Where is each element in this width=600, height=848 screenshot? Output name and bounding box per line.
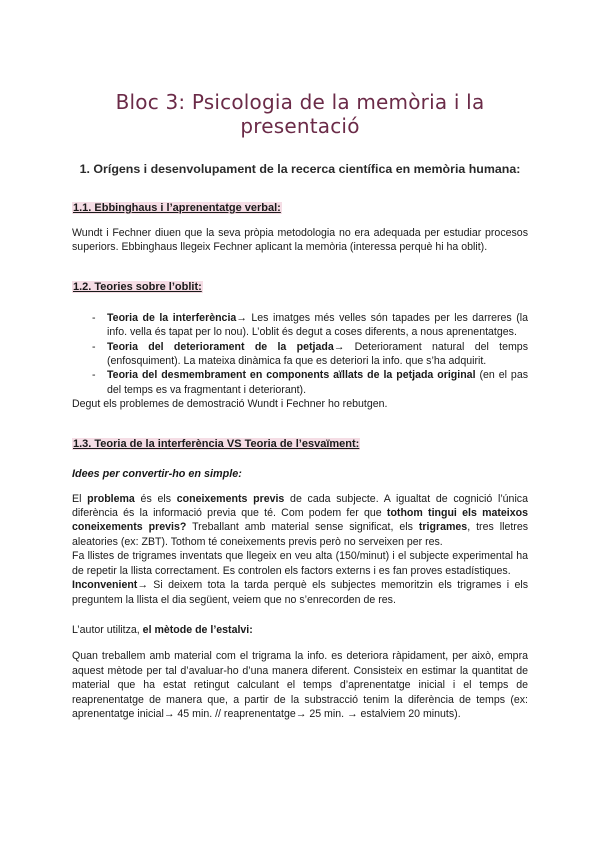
theory-name: Teoria de la interferència [107, 311, 237, 324]
paragraph-trigram-lists: Fa llistes de trigrames inventats que llegeix en veu alta (150/minut) i el subjecte experimental ha de repetir la llista correctament. Es controlen els factors externs i es fan proves estadístiques. [72, 550, 528, 577]
text-run: El [72, 492, 88, 505]
text-run: , tres lletres aleatories (ex: ZBT). Tothom té coneixements previs però no serveixen per res. [72, 521, 529, 548]
bold-run: problema [87, 492, 135, 505]
paragraph-savings-description: Quan treballem amb material com el trigrama la info. es deteriora ràpidament, per això, empra aquest mètode per tal d’avaluar-ho d’una manera diferent. Consisteix en estimar la quantitat de material que ha estat retingut calculant el temps d’aprenentatge inicial i el temps de reaprenentatge de manera que, a partir de la substracció tenim la diferència de temps (ex: aprenentatge inicial→ 45 min. // reaprenentatge→ 25 min. → estalviem 20 minuts). [72, 650, 528, 720]
text-run: Treballant amb material sense significat, els [186, 521, 419, 534]
list-item [92, 368, 528, 397]
paragraph-inconvenient [72, 578, 528, 607]
subsection-heading-1-1: 1.1. Ebbinghaus i l’aprenentatge verbal: [73, 202, 281, 214]
bold-run: Inconvenient [72, 579, 138, 592]
theory-description: → Deteriorament natural del temps (enfosquiment). La mateixa dinàmica fa que es deteriori la info. que s’ha adquirit. [107, 340, 528, 368]
theory-name: Teoria del desmembrament en components aïllats de la petjada original [107, 369, 476, 382]
list-item [92, 311, 528, 340]
bullet-dash: - [92, 340, 96, 353]
bold-run: tothom tingui els mateixos coneixements previs? [72, 507, 528, 534]
theory-description: (en el pas del temps es va fragmentant i deteriorant). [107, 369, 529, 396]
bold-run: el mètode de l’estalvi: [142, 623, 253, 636]
bullet-dash: - [92, 369, 96, 382]
bold-run: coneixements previs [176, 492, 285, 505]
text-run: → Si deixem tota la tarda perquè els subjectes memoritzin els trigrames i els preguntem la llista el dia següent, veiem que no s’enrecorden de res. [72, 579, 528, 606]
list-item [92, 340, 528, 369]
paragraph-rejection: Degut els problemes de demostració Wundt i Fechner ho rebutgen. [72, 398, 388, 411]
text-run: de cada subjecte. A igualtat de cognició l’única diferència és la informació previa que té. Com podem fer que [72, 492, 528, 520]
ideas-subheading: Idees per convertir-ho en simple: [72, 467, 242, 480]
bold-run: trigrames [418, 521, 468, 534]
theory-description: → Les imatges més velles són tapades per les darreres (la info. vella és tapat per lo nou). L’oblit és degut a coses diferents, a nous aprenentatges. [107, 311, 529, 339]
subsection-heading-1-2: 1.2. Teories sobre l’oblit: [73, 280, 202, 293]
paragraph-savings-method [72, 623, 528, 637]
text-run: és els [134, 492, 177, 505]
theory-name: Teoria del deteriorament de la petjada [107, 340, 334, 353]
subsection-heading-1-3: 1.3. Teoria de la interferència VS Teoria de l’esvaïment: [73, 437, 360, 450]
paragraph-ebbinghaus: Wundt i Fechner diuen que la seva pròpia metodologia no era adequada per estudiar procesos superiors. Ebbinghaus llegeix Fechner aplicant la memòria (interessa perquè hi ha oblit). [72, 227, 528, 254]
text-run: L’autor utilitza, [72, 623, 143, 636]
forgetting-theories-list [72, 311, 528, 397]
section-heading-1: 1. Orígens i desenvolupament de la recerca científica en memòria humana: [79, 162, 521, 176]
bullet-dash: - [92, 311, 96, 324]
paragraph-problem [72, 492, 528, 550]
document-title: Bloc 3: Psicologia de la memòria i la presentació [115, 90, 485, 138]
